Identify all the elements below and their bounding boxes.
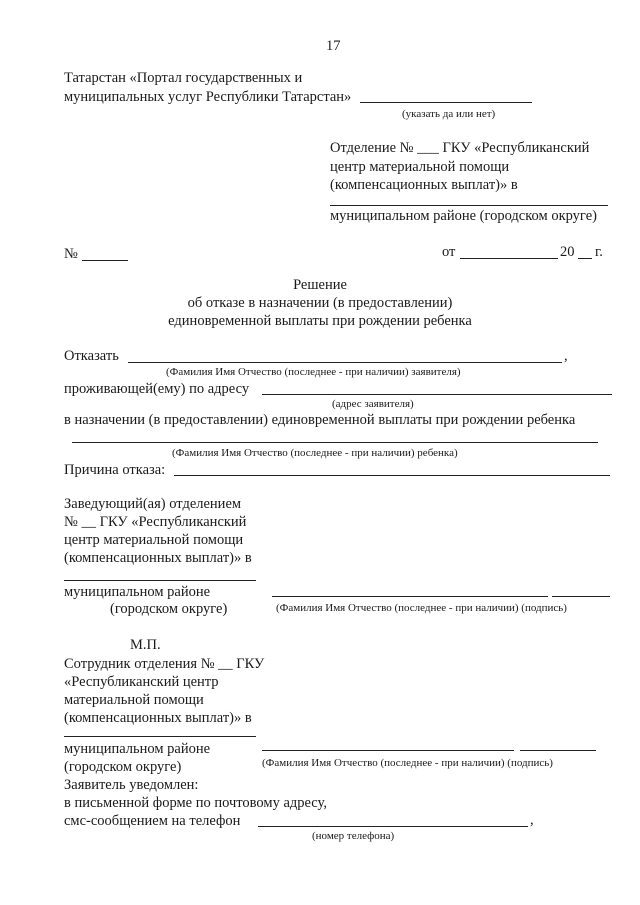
applicant-hint: (Фамилия Имя Отчество (последнее - при наличии) заявителя) [166,366,461,378]
head-name-field[interactable] [272,596,548,597]
phone-hint: (номер телефона) [312,830,395,842]
head-name-hint: (Фамилия Имя Отчество (последнее - при наличии) (подпись) [276,602,567,614]
decision-subtitle-1: об отказе в назначении (в предоставлении) [187,295,453,311]
yes-no-hint: (указать да или нет) [402,108,496,120]
number-field[interactable] [82,260,128,261]
decision-title: Решение [293,277,347,293]
notification-comma: , [530,812,534,828]
date-year-prefix: 20 [560,244,575,260]
address-hint: (адрес заявителя) [332,398,414,410]
payment-line: в назначении (в предоставлении) единовременной выплаты при рождении ребенка [64,412,576,428]
date-year-field[interactable] [578,258,592,259]
addressee-line-2: центр материальной помощи [330,159,510,175]
head-signature-field[interactable] [552,596,610,597]
date-day-month-field[interactable] [460,258,558,259]
employee-name-hint: (Фамилия Имя Отчество (последнее - при наличии) (подпись) [262,757,553,769]
employee-line-6: (городском округе) [64,759,182,775]
employee-district-field[interactable] [64,736,256,737]
head-line-4: (компенсационных выплат)» в [64,550,252,566]
employee-line-3: материальной помощи [64,692,204,708]
refuse-label: Отказать [64,348,119,364]
address-field[interactable] [262,394,612,395]
notification-line-3: смс-сообщением на телефон [64,813,241,829]
addressee-district-field[interactable] [330,205,608,206]
addressee-line-1: Отделение № ___ ГКУ «Республиканский [330,140,590,156]
date-label: от [442,244,456,260]
reason-field[interactable] [174,475,610,476]
addressee-line-3: (компенсационных выплат)» в [330,177,518,193]
phone-field[interactable] [258,826,528,827]
head-line-3: центр материальной помощи [64,532,244,548]
notification-line-1: Заявитель уведомлен: [64,777,199,793]
employee-line-5: муниципальном районе [64,741,211,757]
employee-line-2: «Республиканский центр [64,674,219,690]
employee-line-4: (компенсационных выплат)» в [64,710,252,726]
head-district-field[interactable] [64,580,256,581]
page-number: 17 [326,38,341,54]
head-line-1: Заведующий(ая) отделением [64,496,242,512]
header-line-2: муниципальных услуг Республики Татарстан» [64,89,352,105]
employee-signature-field[interactable] [520,750,596,751]
applicant-name-field[interactable] [128,362,562,363]
date-suffix: г. [595,244,603,260]
employee-line-1: Сотрудник отделения № __ ГКУ [64,656,265,672]
residing-label: проживающей(ему) по адресу [64,381,250,397]
reason-label: Причина отказа: [64,462,166,478]
head-line-2: № __ ГКУ «Республиканский [64,514,247,530]
notification-line-2: в письменной форме по почтовому адресу, [64,795,327,811]
employee-name-field[interactable] [262,750,514,751]
head-line-5: муниципальном районе [64,584,211,600]
header-line-1: Татарстан «Портал государственных и [64,70,303,86]
head-line-6: (городском округе) [110,601,228,617]
child-hint: (Фамилия Имя Отчество (последнее - при наличии) ребенка) [172,447,458,459]
stamp-label: М.П. [130,637,161,653]
child-name-field[interactable] [72,442,598,443]
yes-no-field[interactable] [360,102,532,103]
number-label: № [64,246,78,262]
decision-subtitle-2: единовременной выплаты при рождении ребенка [168,313,472,329]
addressee-line-4: муниципальном районе (городском округе) [330,208,597,224]
